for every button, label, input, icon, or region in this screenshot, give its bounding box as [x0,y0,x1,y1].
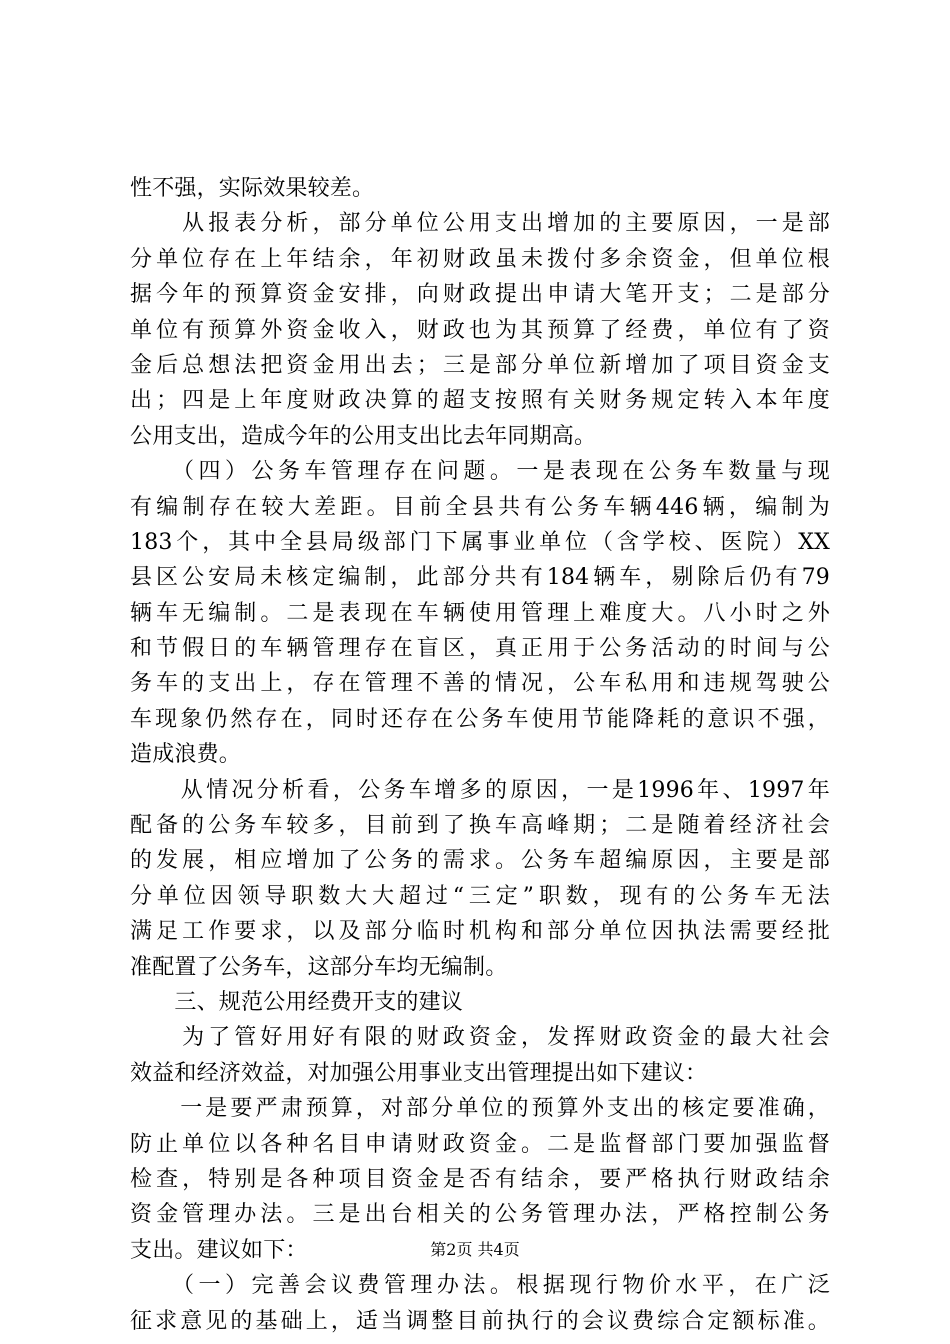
text-line: 满足工作要求，以及部分临时机构和部分单位因执法需要经批 [130,919,830,945]
text-line: 造成浪费。 [130,742,242,768]
page-footer: 第2页 共4页 [430,1240,520,1259]
text-line: 分单位存在上年结余，年初财政虽未拨付多余资金，但单位根 [130,246,830,272]
text-line: 效益和经济效益，对加强公用事业支出管理提出如下建议： [130,1060,708,1086]
text-line: 为了管好用好有限的财政资金，发挥财政资金的最大社会 [130,1025,830,1051]
text-line: 支出。建议如下： [130,1237,308,1263]
text-line: 县区公安局未核定编制，此部分共有184辆车，剔除后仍有79 [130,565,830,591]
text-line: 183个，其中全县局级部门下属事业单位（含学校、医院）XX [130,529,830,555]
text-line: 准配置了公务车，这部分车均无编制。 [130,954,508,980]
text-line: 出；四是上年度财政决算的超支按照有关财务规定转入本年度 [130,388,830,414]
text-line: 从情况分析看，公务车增多的原因，一是1996年、1997年 [130,777,830,803]
text-line: 车现象仍然存在，同时还存在公务车使用节能降耗的意识不强， [130,706,830,732]
text-line: 务车的支出上，存在管理不善的情况，公车私用和违规驾驶公 [130,671,830,697]
text-line: 金后总想法把资金用出去；三是部分单位新增加了项目资金支 [130,352,830,378]
text-line: （一）完善会议费管理办法。根据现行物价水平，在广泛 [130,1273,830,1299]
text-line: 据今年的预算资金安排，向财政提出申请大笔开支；二是部分 [130,282,830,308]
text-line: 征求意见的基础上，适当调整目前执行的会议费综合定额标准。 [130,1308,830,1334]
document-body [130,171,830,1339]
text-line: （四）公务车管理存在问题。一是表现在公务车数量与现 [130,459,830,485]
text-line: 分单位因领导职数大大超过“三定”职数，现有的公务车无法 [130,883,830,909]
text-line: 有编制存在较大差距。目前全县共有公务车辆446辆，编制为 [130,494,830,520]
text-line: 和节假日的车辆管理存在盲区，真正用于公务活动的时间与公 [130,636,830,662]
text-line: 资金管理办法。三是出台相关的公务管理办法，严格控制公务 [130,1202,830,1228]
text-line: 辆车无编制。二是表现在车辆使用管理上难度大。八小时之外 [130,600,830,626]
text-line: 三、规范公用经费开支的建议 [130,989,464,1015]
text-line: 检查，特别是各种项目资金是否有结余，要严格执行财政结余 [130,1166,830,1192]
text-line: 性不强，实际效果较差。 [130,176,375,201]
text-line: 单位有预算外资金收入，财政也为其预算了经费，单位有了资 [130,317,830,343]
text-line: 从报表分析，部分单位公用支出增加的主要原因，一是部 [130,211,830,237]
text-line: 公用支出，造成今年的公用支出比去年同期高。 [130,423,597,449]
text-line: 一是要严肃预算，对部分单位的预算外支出的核定要准确， [130,1096,830,1122]
text-line: 的发展，相应增加了公务的需求。公务车超编原因，主要是部 [130,848,830,874]
text-line: 防止单位以各种名目申请财政资金。二是监督部门要加强监督 [130,1131,830,1157]
text-line: 配备的公务车较多，目前到了换车高峰期；二是随着经济社会 [130,813,830,839]
